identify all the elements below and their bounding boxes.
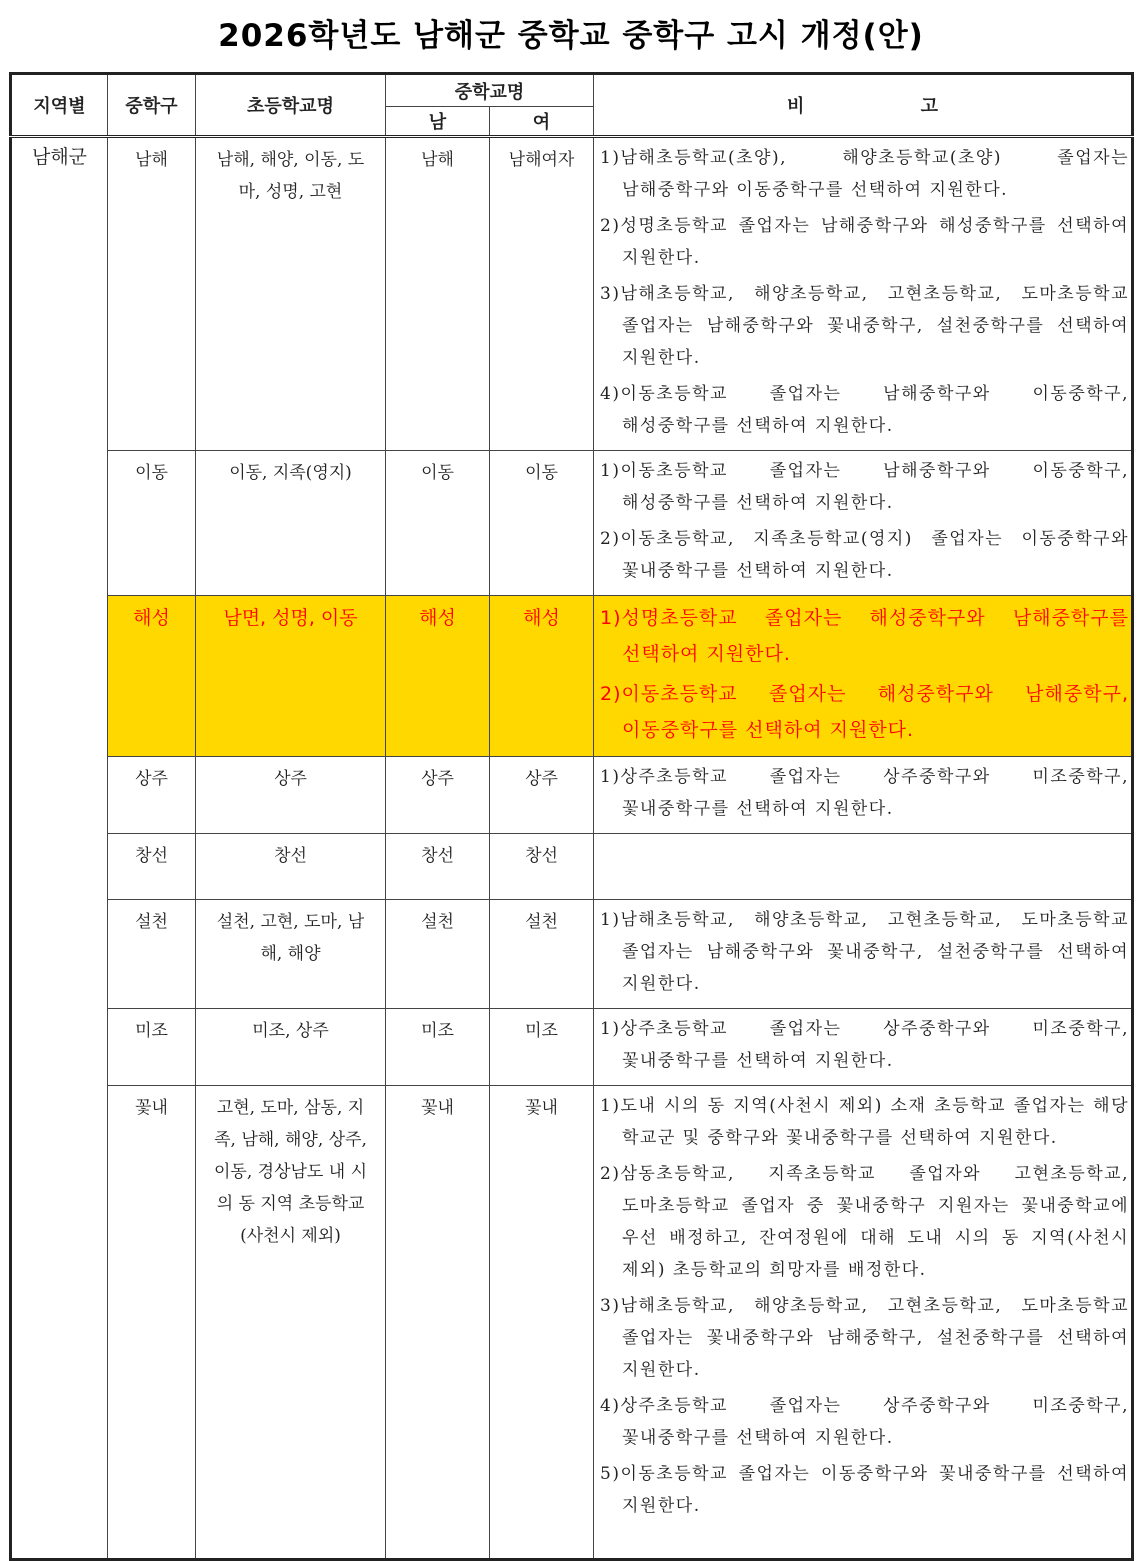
- girls-school-cell: 꽃내: [490, 1086, 594, 1560]
- elementary-cell: 남면, 성명, 이동: [196, 596, 386, 757]
- remark-item: 1)도내 시의 동 지역(사천시 제외) 소재 초등학교 졸업자는 해당 학교군 및 중학구와 꽃내중학구를 선택하여 지원한다.: [600, 1096, 1129, 1148]
- remarks-cell: [594, 137, 1133, 451]
- girls-school-cell: 남해여자: [490, 137, 594, 451]
- district-cell: 설천: [108, 900, 196, 1009]
- remark-item: 1)남해초등학교, 해양초등학교, 고현초등학교, 도마초등학교 졸업자는 남해중학구와 꽃내중학구, 설천중학구를 선택하여 지원한다.: [600, 910, 1129, 994]
- elementary-cell: 창선: [196, 834, 386, 900]
- remark-item: 1)남해초등학교(초양), 해양초등학교(초양) 졸업자는 남해중학구와 이동중학구를 선택하여 지원한다.: [600, 148, 1129, 200]
- remarks-cell: [594, 596, 1133, 757]
- table-row: [11, 1009, 1133, 1086]
- district-cell: 미조: [108, 1009, 196, 1086]
- table-row: [11, 137, 1133, 451]
- header-remarks: 비 고: [594, 74, 1133, 137]
- remark-item: 4)상주초등학교 졸업자는 상주중학구와 미조중학구, 꽃내중학구를 선택하여 지원한다.: [600, 1396, 1129, 1448]
- remark-item: 2)성명초등학교 졸업자는 남해중학구와 해성중학구를 선택하여 지원한다.: [600, 216, 1129, 268]
- table-row: [11, 900, 1133, 1009]
- remarks-cell: [594, 451, 1133, 596]
- remark-item: 3)남해초등학교, 해양초등학교, 고현초등학교, 도마초등학교 졸업자는 꽃내중학구와 남해중학구, 설천중학구를 선택하여 지원한다.: [600, 1296, 1129, 1380]
- elementary-cell: 고현, 도마, 삼동, 지족, 남해, 해양, 상주, 이동, 경상남도 내 시의 동 지역 초등학교 (사천시 제외): [196, 1086, 386, 1560]
- girls-school-cell: 이동: [490, 451, 594, 596]
- boys-school-cell: 설천: [386, 900, 490, 1009]
- header-girls: 여: [490, 107, 594, 137]
- table-row: [11, 757, 1133, 834]
- boys-school-cell: 상주: [386, 757, 490, 834]
- district-cell: 창선: [108, 834, 196, 900]
- girls-school-cell: 창선: [490, 834, 594, 900]
- district-cell: 남해: [108, 137, 196, 451]
- elementary-cell: 상주: [196, 757, 386, 834]
- boys-school-cell: 남해: [386, 137, 490, 451]
- remark-item: 2)삼동초등학교, 지족초등학교 졸업자와 고현초등학교, 도마초등학교 졸업자 중 꽃내중학구 지원자는 꽃내중학교에 우선 배정하고, 잔여정원에 대해 도내 시의 동 지역(사천시 제외) 초등학교의 희망자를 배정한다.: [600, 1164, 1129, 1280]
- remark-item: 1)이동초등학교 졸업자는 남해중학구와 이동중학구, 해성중학구를 선택하여 지원한다.: [600, 461, 1129, 513]
- district-cell: 꽃내: [108, 1086, 196, 1560]
- district-cell: 상주: [108, 757, 196, 834]
- remark-item: 2)이동초등학교 졸업자는 해성중학구와 남해중학구, 이동중학구를 선택하여 지원한다.: [600, 683, 1129, 741]
- header-middle-school: 중학교명: [386, 74, 594, 107]
- page-title: 2026학년도 남해군 중학교 중학구 고시 개정(안): [218, 18, 924, 54]
- elementary-cell: 이동, 지족(영지): [196, 451, 386, 596]
- remark-item: 5)이동초등학교 졸업자는 이동중학구와 꽃내중학구를 선택하여 지원한다.: [600, 1464, 1129, 1516]
- remarks-cell: [594, 900, 1133, 1009]
- header-elementary: 초등학교명: [196, 74, 386, 137]
- girls-school-cell: 미조: [490, 1009, 594, 1086]
- header-boys: 남: [386, 107, 490, 137]
- region-cell: 남해군: [11, 137, 108, 1560]
- remark-item: 4)이동초등학교 졸업자는 남해중학구와 이동중학구,해성중학구를 선택하여 지원한다.: [600, 384, 1129, 436]
- school-district-table: [9, 72, 1134, 1561]
- boys-school-cell: 미조: [386, 1009, 490, 1086]
- district-cell: 이동: [108, 451, 196, 596]
- header-region: 지역별: [11, 74, 108, 137]
- remark-item: 2)이동초등학교, 지족초등학교(영지) 졸업자는 이동중학구와 꽃내중학구를 선택하여 지원한다.: [600, 529, 1129, 581]
- remark-item: 3)남해초등학교, 해양초등학교, 고현초등학교, 도마초등학교 졸업자는 남해중학구와 꽃내중학구, 설천중학구를 선택하여 지원한다.: [600, 284, 1129, 368]
- girls-school-cell: 해성: [490, 596, 594, 757]
- table-row: [11, 834, 1133, 900]
- remark-item: 1)상주초등학교 졸업자는 상주중학구와 미조중학구, 꽃내중학구를 선택하여 지원한다.: [600, 767, 1129, 819]
- girls-school-cell: 설천: [490, 900, 594, 1009]
- boys-school-cell: 이동: [386, 451, 490, 596]
- elementary-cell: 설천, 고현, 도마, 남해, 해양: [196, 900, 386, 1009]
- district-cell: 해성: [108, 596, 196, 757]
- table-row: [11, 596, 1133, 757]
- boys-school-cell: 해성: [386, 596, 490, 757]
- remarks-cell: [594, 1086, 1133, 1560]
- header-district: 중학구: [108, 74, 196, 137]
- remarks-cell: [594, 757, 1133, 834]
- girls-school-cell: 상주: [490, 757, 594, 834]
- table-body: [11, 137, 1133, 1560]
- boys-school-cell: 꽃내: [386, 1086, 490, 1560]
- remark-item: 1)성명초등학교 졸업자는 해성중학구와 남해중학구를 선택하여 지원한다.: [600, 607, 1129, 665]
- table-row: [11, 1086, 1133, 1560]
- elementary-cell: 남해, 해양, 이동, 도마, 성명, 고현: [196, 137, 386, 451]
- boys-school-cell: 창선: [386, 834, 490, 900]
- remarks-cell: [594, 834, 1133, 900]
- table-row: [11, 451, 1133, 596]
- remarks-cell: [594, 1009, 1133, 1086]
- remark-item: 1)상주초등학교 졸업자는 상주중학구와 미조중학구, 꽃내중학구를 선택하여 지원한다.: [600, 1019, 1129, 1071]
- elementary-cell: 미조, 상주: [196, 1009, 386, 1086]
